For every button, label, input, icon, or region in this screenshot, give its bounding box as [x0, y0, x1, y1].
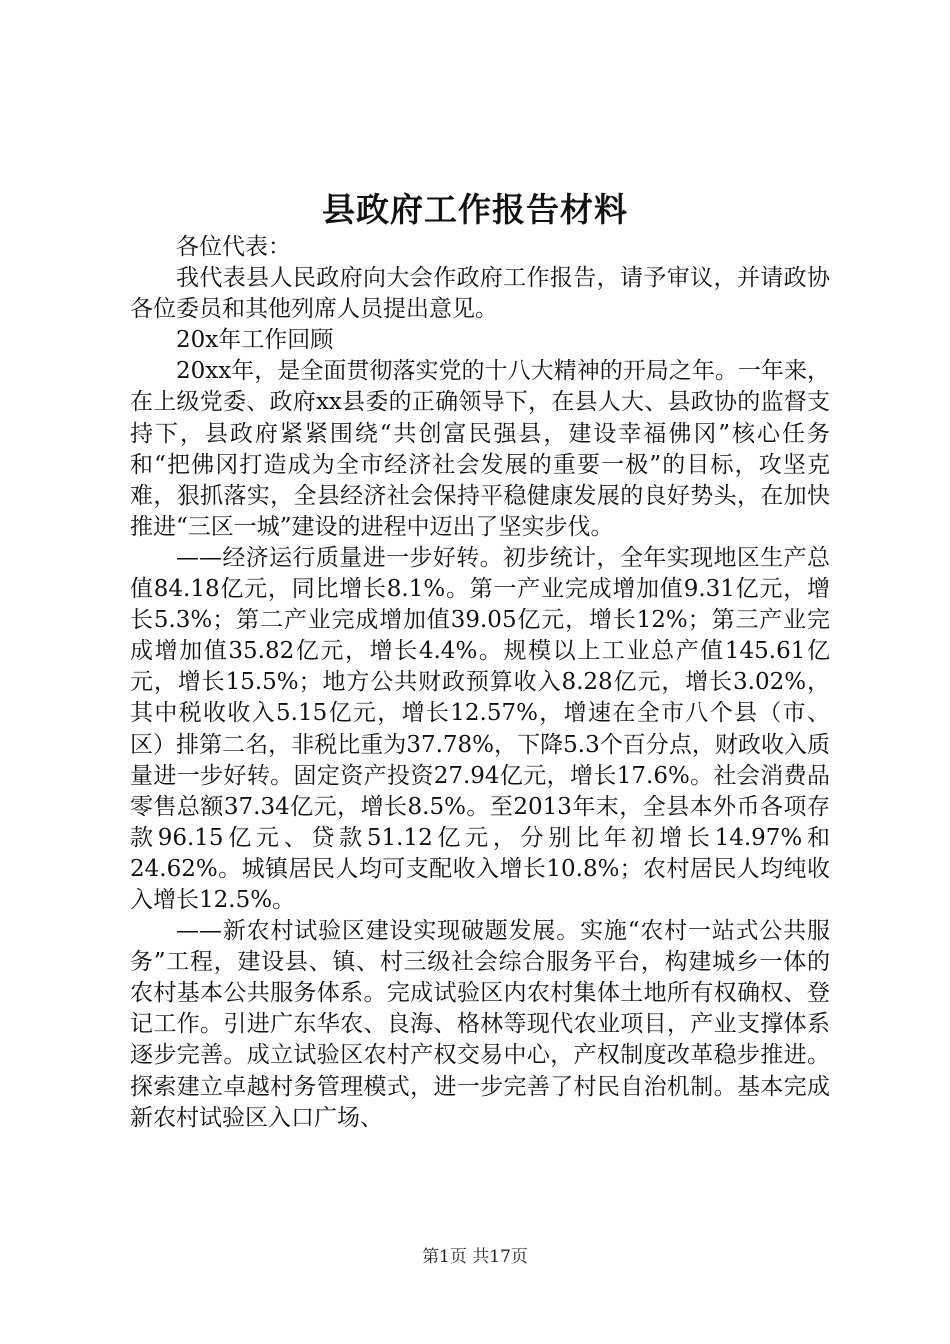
intro-paragraph: 我代表县人民政府向大会作政府工作报告，请予审议，并请政协各位委员和其他列席人员提出意见。: [130, 265, 830, 323]
overview-paragraph: 20xx年，是全面贯彻落实党的十八大精神的开局之年。一年来，在上级党委、政府xx县委的正确领导下，在县人大、县政协的监督支持下，县政府紧紧围绕“共创富民强县，建设幸福佛冈”核心任务和“把佛冈打造成为全市经济社会发展的重要一极”的目标，攻坚克难，狠抓落实，全县经济社会保持平稳健康发展的良好势头，在加快推进“三区一城”建设的进程中迈出了坚实步伐。: [130, 358, 830, 540]
salutation-paragraph: 各位代表：: [176, 234, 291, 260]
economy-paragraph: ——经济运行质量进一步好转。初步统计，全年实现地区生产总值84.18亿元，同比增长8.1%。第一产业完成增加值9.31亿元，增长5.3%；第二产业完成增加值39.05亿元，增长12%；第三产业完成增加值35.82亿元，增长4.4%。规模以上工业总产值145.61亿元，增长15.5%；地方公共财政预算收入8.28亿元，增长3.02%，其中税收收入5.15亿元，增长12.57%，增速在全市八个县（市、区）排第二名，非税比重为37.78%，下降5.3个百分点，财政收入质量进一步好转。固定资产投资27.94亿元，增长17.6%。社会消费品零售总额37.34亿元，增长8.5%。至2013年末，全县本外币各项存款96.15亿元、贷款51.12亿元，分别比年初增长14.97%和24.62%。城镇居民人均可支配收入增长10.8%；农村居民人均纯收入增长12.5%。: [130, 544, 830, 913]
document-title: 县政府工作报告材料: [322, 190, 628, 229]
page-footer: 第1页 共17页: [422, 1247, 528, 1267]
document-body: [130, 232, 830, 1134]
rural-paragraph: ——新农村试验区建设实现破题发展。实施“农村一站式公共服务”工程，建设县、镇、村三级社会综合服务平台，构建城乡一体的农村基本公共服务体系。完成试验区内农村集体土地所有权确权、登记工作。引进广东华农、良海、格林等现代农业项目，产业支撑体系逐步完善。成立试验区农村产权交易中心，产权制度改革稳步推进。探索建立卓越村务管理模式，进一步完善了村民自治机制。基本完成新农村试验区入口广场、: [130, 918, 830, 1131]
section-heading-paragraph: 20x年工作回顾: [176, 327, 334, 354]
